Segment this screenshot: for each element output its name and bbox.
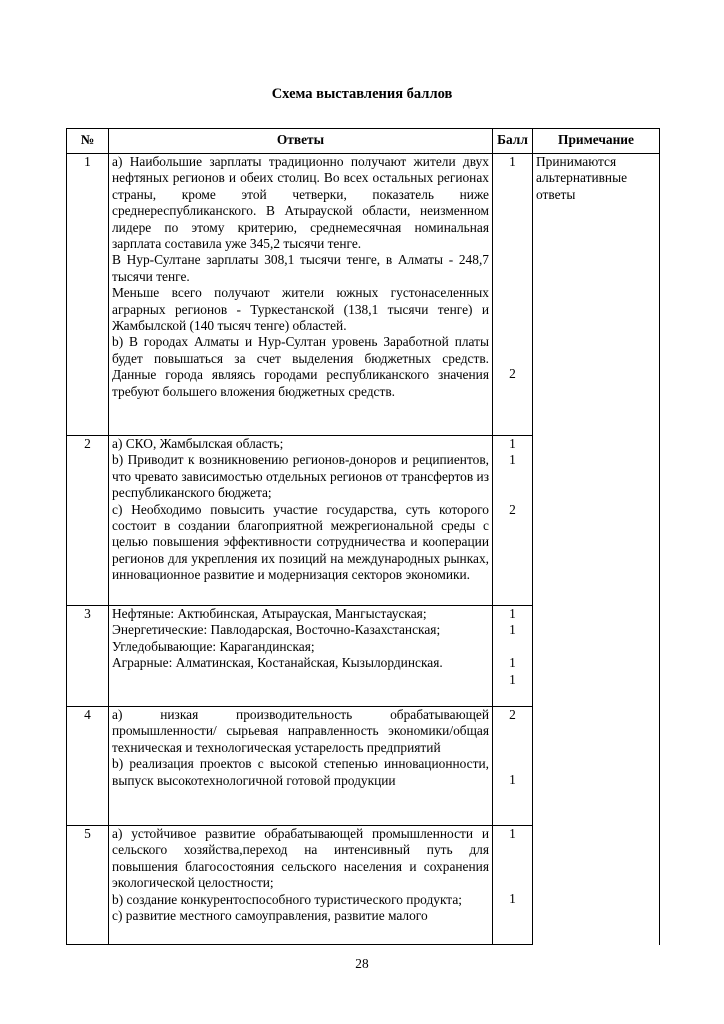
score-value: 1 (509, 154, 516, 169)
row-number: 4 (67, 707, 109, 826)
answer-line: b) В городах Алматы и Нур-Султан уровень Заработной платы будет повышаться за счет выделения бюджетных средств. Данные города являясь городами республиканского значения требуют большего вложения бюджетных средств. (112, 334, 489, 399)
answer-line: а) Наибольшие зарплаты традиционно получают жители двух нефтяных регионов и обеих столиц. Во всех остальных регионах страны, кроме этой четверки, показатель ниже среднереспубликанского. В Атырауской области, неизменном лидере по этому критерию, среднемесячная номинальная зарплата составила уже 345,2 тысячи тенге. (112, 154, 489, 252)
page-title: Схема выставления баллов (271, 86, 453, 102)
note-text: Принимаются альтернативные ответы (536, 154, 628, 202)
score-value: 1 (509, 655, 516, 671)
score-value: 1 (509, 622, 516, 638)
row-number: 3 (67, 606, 109, 707)
header-note: Примечание (533, 129, 660, 154)
score-value: 1 (509, 826, 516, 841)
answer-line: Энергетические: Павлодарская, Восточно-Казахстанская; (112, 622, 441, 638)
page-number: 28 (355, 956, 369, 971)
score-cell (493, 826, 533, 945)
score-cell (493, 707, 533, 826)
score-cell (493, 154, 533, 436)
score-cell (493, 606, 533, 707)
answer-line: c) Необходимо повысить участие государства, суть которого состоит в создании благоприятной межрегиональной среды с целью повышения эффективности сотрудничества и кооперации регионов для укрепления их позиций на международных рынках, инновационное развитие и модернизация секторов экономики. (112, 501, 489, 583)
row-number: 5 (67, 826, 109, 945)
answer-line: b) реализация проектов с высокой степенью инновационности, выпуск высокотехнологичной готовой продукции (112, 756, 489, 788)
table-row (67, 154, 660, 436)
table-header-row (67, 129, 660, 154)
answer-line: b) Приводит к возникновению регионов-доноров и реципиентов, что чревато зависимостью отдельных регионов от трансфертов из республиканского бюджета; (112, 452, 489, 501)
header-answers: Ответы (109, 129, 493, 154)
answer-line: c) развитие местного самоуправления, развитие малого (112, 908, 428, 924)
answer-line: а) СКО, Жамбылская область; (112, 436, 284, 451)
answer-line: Нефтяные: Актюбинская, Атырауская, Мангыстауская; (112, 606, 427, 621)
row-number: 2 (67, 436, 109, 606)
score-cell (493, 436, 533, 606)
answer-line: В Нур-Султане зарплаты 308,1 тысячи тенге, в Алматы - 248,7 тысячи тенге. (112, 252, 489, 284)
row-number: 1 (67, 154, 109, 436)
answer-cell (109, 154, 493, 436)
score-value: 2 (509, 366, 516, 382)
answer-cell (109, 606, 493, 707)
score-value: 1 (509, 671, 516, 687)
answer-line: а) устойчивое развитие обрабатывающей промышленности и сельского хозяйства,переход на интенсивный путь для повышения благосостояния сельского населения и сохранения экологической целостности; (112, 826, 489, 891)
scoring-table (66, 128, 660, 945)
answer-cell (109, 436, 493, 606)
answer-line: а) низкая производительность обрабатывающей промышленности/ сырьевая направленность экономики/общая техническая и технологическая устарелость предприятий (112, 707, 489, 755)
score-value: 1 (509, 452, 516, 468)
score-value: 2 (509, 501, 516, 517)
header-num: № (67, 129, 109, 154)
score-value: 1 (509, 606, 516, 621)
answer-line: Меньше всего получают жители южных густонаселенных аграрных регионов - Туркестанской (138,1 тысячи тенге) и Жамбылской (140 тысяч тенге) областей. (112, 285, 489, 334)
header-score: Балл (493, 129, 533, 154)
answer-cell (109, 707, 493, 826)
answer-line: Аграрные: Алматинская, Костанайская, Кызылординская. (112, 655, 443, 671)
score-value: 1 (509, 772, 516, 788)
score-value: 1 (509, 891, 516, 907)
note-cell (533, 154, 660, 945)
answer-line: Угледобывающие: Карагандинская; (112, 638, 315, 654)
answer-cell (109, 826, 493, 945)
score-value: 2 (509, 707, 516, 722)
answer-line: b) создание конкурентоспособного туристического продукта; (112, 891, 462, 907)
score-value: 1 (509, 436, 516, 451)
